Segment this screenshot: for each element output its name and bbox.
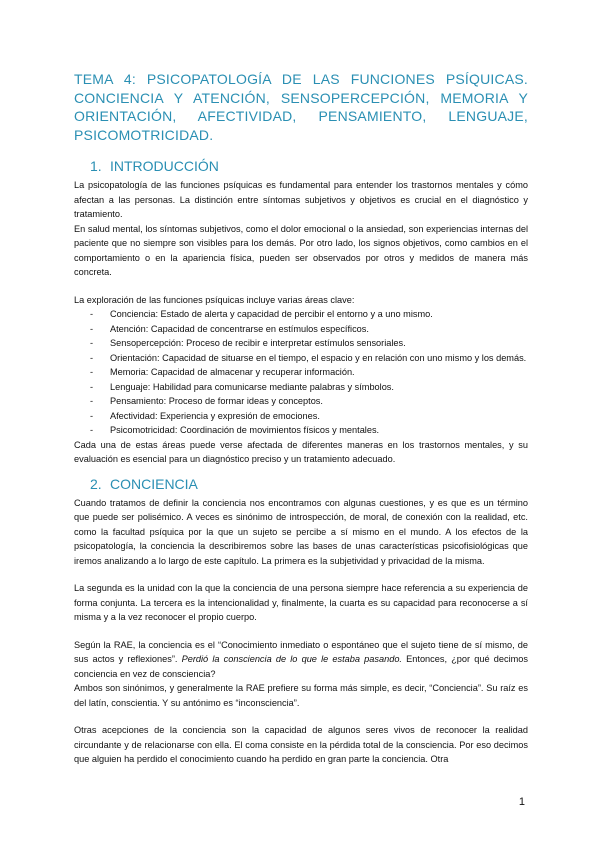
paragraph: Otras acepciones de la conciencia son la capacidad de algunos seres vivos de reconocer la realidad circundante y de relacionarse con ella. El coma consiste en la pérdida total de la consciencia. Por eso decimos que alguien ha perdido el conocimiento cuando ha perdido en gran parte la conciencia. Otra: [74, 725, 528, 764]
list-item: - Lenguaje: Habilidad para comunicarse mediante palabras y símbolos.: [74, 380, 528, 395]
section-number: 1.: [90, 158, 102, 174]
document-title: TEMA 4: PSICOPATOLOGÍA DE LAS FUNCIONES PSÍQUICAS. CONCIENCIA Y ATENCIÓN, SENSOPERCEPCIÓN, MEMORIA Y ORIENTACIÓN, AFECTIVIDAD, PENSAMIENTO, LENGUAJE, PSICOMOTRICIDAD.: [74, 71, 528, 143]
list-item: - Afectividad: Experiencia y expresión de emociones.: [74, 409, 528, 424]
bullet-dash: -: [90, 352, 94, 363]
paragraph: En salud mental, los síntomas subjetivos, como el dolor emocional o la ansiedad, son experiencias internas del paciente que no siempre son visibles para los demás. Por otro lado, los signos objetivos, como cambios en el comportamiento o en la apariencia física, pueden ser observados por otros y medidos de manera más concreta.: [74, 223, 528, 277]
bullet-dash: -: [90, 309, 94, 319]
bullet-dash: -: [90, 338, 94, 348]
areas-list: [74, 307, 528, 438]
bullet-dash: -: [90, 367, 94, 377]
list-intro: La exploración de las funciones psíquicas incluye varias áreas clave:: [74, 294, 355, 305]
list-item: - Memoria: Capacidad de almacenar y recuperar información.: [74, 365, 528, 380]
page-number: 1: [518, 796, 525, 808]
bullet-dash: -: [90, 323, 94, 334]
list-item: - Psicomotricidad: Coordinación de movimientos físicos y mentales.: [74, 423, 528, 438]
list-item: - Sensopercepción: Proceso de recibir e interpretar estímulos sensoriales.: [74, 336, 528, 351]
list-item: - Pensamiento: Proceso de formar ideas y conceptos.: [74, 394, 528, 409]
section-title: CONCIENCIA: [110, 475, 198, 492]
section-title: INTRODUCCIÓN: [110, 158, 219, 174]
paragraph: La psicopatología de las funciones psíquicas es fundamental para entender los trastornos mentales y cómo afectan a las personas. La distinción entre síntomas subjetivos y objetivos es crucial en el diagnóstico y tratamiento.: [74, 180, 528, 219]
example-sentence: Perdió la consciencia de lo que le estaba pasando.: [181, 654, 402, 664]
bullet-dash: -: [90, 396, 94, 406]
paragraph-rae-definition: Según la RAE, la conciencia es el “Conocimiento inmediato o espontáneo que el sujeto tiene de sí mismo, de sus actos y reflexiones”. Perdió la consciencia de lo que le estaba pasando. Entonces, ¿por qué decimos conciencia en vez de consciencia?: [74, 639, 528, 679]
section-number: 2.: [90, 475, 102, 492]
section-heading-conciencia: [90, 476, 528, 492]
paragraph: Cuando tratamos de definir la conciencia nos encontramos con algunas cuestiones, y es que es un término que puede ser polisémico. A veces es sinónimo de introspección, de moral, de conexión con la realidad, etc. como la facultad psíquica por la que un sujeto se percibe a sí mismo en el mundo. A los efectos de la psicopatología, la conciencia la describiremos sobre las bases de unas características psicofisiológicas que iremos analizando a lo largo de este capítulo. La primera es la subjetividad y privacidad de la misma.: [74, 497, 528, 566]
page-content: [74, 70, 528, 767]
paragraph: Ambos son sinónimos, y generalmente la RAE prefiere su forma más simple, es decir, “Conciencia”. Su raíz es del latín, conscientia. Y su antónimo es “inconsciencia”.: [74, 683, 528, 708]
list-item: - Atención: Capacidad de concentrarse en estímulos específicos.: [74, 322, 528, 337]
bullet-dash: -: [90, 381, 94, 392]
paragraph: Cada una de estas áreas puede verse afectada de diferentes maneras en los trastornos mentales, y su evaluación es esencial para un diagnóstico preciso y un tratamiento adecuado.: [74, 439, 528, 464]
paragraph: La segunda es la unidad con la que la conciencia de una persona siempre hace referencia a su experiencia de forma conjunta. La tercera es la intencionalidad y, finalmente, la cuarta es su capacidad para reconocerse a sí misma y a la vez reconocer el propio cuerpo.: [74, 583, 528, 622]
list-item: - Conciencia: Estado de alerta y capacidad de percibir el entorno y a uno mismo.: [74, 307, 528, 322]
bullet-dash: -: [90, 425, 94, 435]
list-item: - Orientación: Capacidad de situarse en el tiempo, el espacio y en relación con uno mismo y los demás.: [74, 351, 528, 366]
bullet-dash: -: [90, 410, 94, 421]
section-heading-introduccion: [90, 158, 528, 174]
